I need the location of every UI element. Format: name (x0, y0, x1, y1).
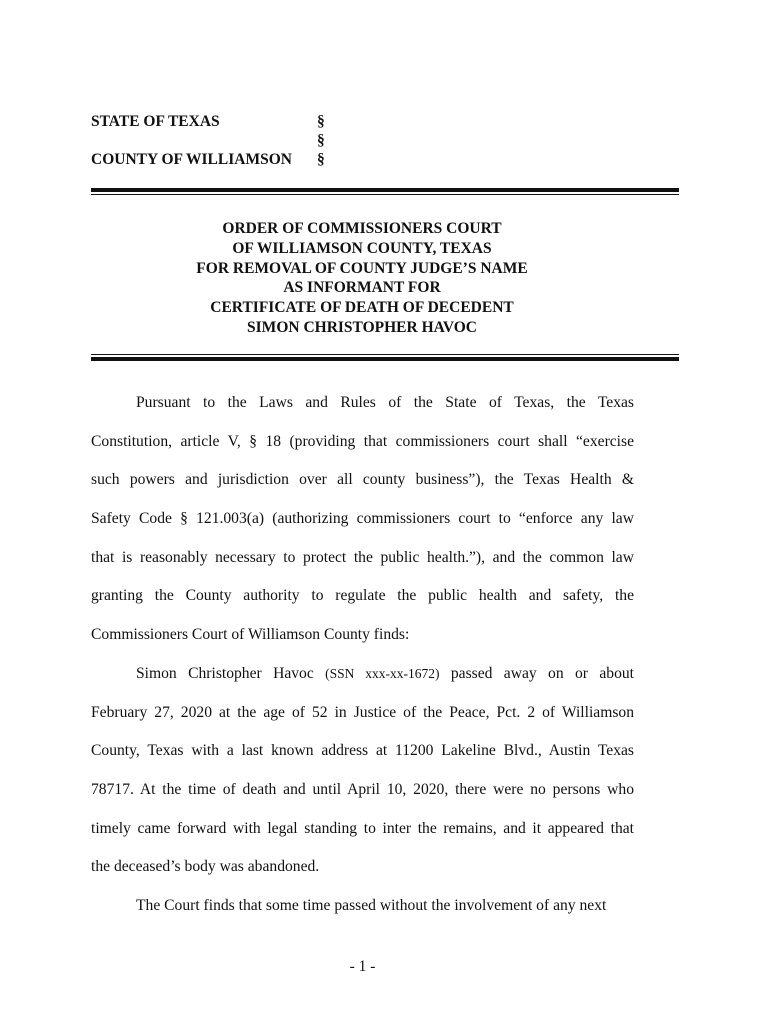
decedent-name-text: Simon Christopher Havoc (136, 664, 326, 682)
body-line: Constitution, article V, § 18 (providing that commissioners court shall “exercise (91, 432, 634, 450)
title-line: FOR REMOVAL OF COUNTY JUDGE’S NAME (196, 259, 528, 277)
passed-away-text: passed away on or about (439, 664, 634, 682)
order-body (91, 386, 634, 928)
case-caption (91, 112, 391, 169)
rule-thin-line (91, 194, 679, 195)
section-symbol: § (317, 151, 325, 168)
body-line: the deceased’s body was abandoned. (91, 858, 320, 876)
bottom-double-rule (91, 354, 679, 361)
ssn-text: (SSN xxx-xx-1672) (325, 665, 440, 681)
body-line: Pursuant to the Laws and Rules of the State of Texas, the Texas (136, 394, 634, 411)
caption-state: STATE OF TEXAS (91, 113, 220, 130)
rule-thick-line (91, 188, 679, 192)
body-line: Safety Code § 121.003(a) (authorizing commissioners court to “enforce any law (91, 510, 634, 528)
top-double-rule (91, 188, 679, 195)
body-line: granting the County authority to regulate the public health and safety, the (91, 587, 634, 605)
caption-county: COUNTY OF WILLIAMSON (91, 151, 292, 168)
body-line: County, Texas with a last known address at 11200 Lakeline Blvd., Austin Texas (91, 742, 634, 760)
title-line: SIMON CHRISTOPHER HAVOC (247, 318, 477, 336)
body-line: The Court finds that some time passed without the involvement of any next (136, 896, 607, 914)
title-line: CERTIFICATE OF DEATH OF DECEDENT (210, 299, 514, 317)
body-line: February 27, 2020 at the age of 52 in Justice of the Peace, Pct. 2 of Williamson (91, 703, 634, 721)
caption-state-row (91, 112, 391, 131)
page-number: - 1 - (349, 958, 376, 975)
title-line: ORDER OF COMMISSIONERS COURT (222, 220, 502, 237)
section-symbol: § (317, 132, 325, 149)
title-line: AS INFORMANT FOR (283, 279, 441, 297)
caption-spacer-row (91, 131, 391, 150)
body-line: Commissioners Court of Williamson County finds: (91, 626, 410, 644)
section-symbol: § (317, 113, 325, 130)
body-line-with-ssn (91, 657, 634, 696)
rule-thin-line (91, 354, 679, 355)
order-title (91, 219, 633, 338)
rule-thick-line (91, 357, 679, 361)
body-line: 78717. At the time of death and until April 10, 2020, there were no persons who (91, 780, 634, 798)
caption-county-row (91, 150, 391, 169)
body-line: that is reasonably necessary to protect the public health.”), and the common law (91, 548, 634, 566)
title-line: OF WILLIAMSON COUNTY, TEXAS (232, 239, 492, 257)
body-line: such powers and jurisdiction over all county business”), the Texas Health & (91, 471, 634, 489)
body-line: timely came forward with legal standing to inter the remains, and it appeared that (91, 819, 634, 837)
